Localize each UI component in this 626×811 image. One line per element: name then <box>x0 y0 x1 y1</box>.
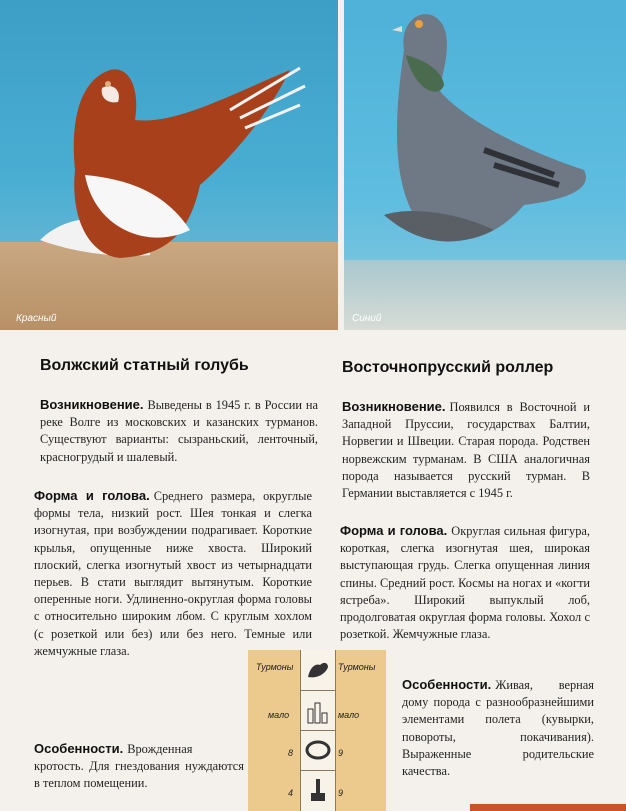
right-origin-lead: Возникновение. <box>342 399 446 414</box>
infobox-left-size: мало <box>268 710 290 720</box>
infobox-icon-column <box>300 650 336 811</box>
left-feat-text: Врожденная кротость. Для гнездования нуждаются в теплом помещении. <box>34 742 244 791</box>
right-feat-text: Живая, верная дому порода с разнообразнейшими элементами полета (кувырки, повороты, покачивания). Выраженные родительские качества. <box>402 678 594 779</box>
infobox-right-care: 9 <box>338 788 344 798</box>
left-feat-lead: Особенности. <box>34 741 124 756</box>
infobox-cell <box>301 690 335 731</box>
right-section-form <box>340 522 590 644</box>
right-section-origin <box>342 398 590 503</box>
left-form-lead: Форма и голова. <box>34 488 150 503</box>
size-bars-icon <box>304 695 332 725</box>
red-pigeon-illustration <box>0 0 338 330</box>
infobox-cell <box>301 730 335 771</box>
photo-caption-left: Красный <box>16 313 57 324</box>
infobox-right-size: мало <box>338 710 360 720</box>
right-form-lead: Форма и голова. <box>340 523 448 538</box>
infobox-left-type: Турмоны <box>256 662 294 672</box>
brush-icon <box>304 775 332 805</box>
left-form-text: Среднего размера, округлые формы тела, низкий рост. Шея тонкая и слегка изогнутая, при возбуждении подрагивает. Короткие крылья, опущенные ниже хвоста. Широкий плоский, слегка изогнутый хвост из четырнадцати перьев. В стати выглядит вытянутым. Короткие оперенные ноги. Удлиненно-округлая форма головы с относительно широким лбом. С круглым хохлом (с розеткой или без) или без него. Темные или жемчужные глаза. <box>34 489 312 658</box>
right-origin-text: Появился в Восточной и Западной Пруссии, государствах Балтии, Норвегии и Швеции. Старая порода. Родствен норвежским турманам. В США аналогичная порода называется русский турман. В Германии выставляется с 1945 г. <box>342 400 590 501</box>
photo-red-pigeon <box>0 0 338 330</box>
right-section-features <box>402 676 594 781</box>
left-section-features <box>34 740 244 794</box>
infobox-right-rating: 9 <box>338 748 344 758</box>
infobox-cell <box>301 770 335 810</box>
infobox-cell <box>301 650 335 691</box>
infobox-left-rating: 8 <box>288 748 294 758</box>
right-form-text: Округлая сильная фигура, короткая, слегка изогнутая шея, широкая выступающая грудь. Слегка опущенная линия спины. Средний рост. Космы на ногах и «когти ястреба». Широкий выпуклый лоб, продолговатая округлая форма головы. Хохол с розеткой. Жемчужные глаза. <box>340 524 590 642</box>
pigeon-icon <box>304 655 332 685</box>
left-origin-text: Выведены в 1945 г. в России на реке Волге из московских и казанских турманов. Существуют варианты: сызраньский, ленточный, красногрудый и шалевый. <box>40 398 318 464</box>
infobox-right-type: Турмоны <box>338 662 376 672</box>
left-breed-title: Волжский статный голубь <box>40 357 249 374</box>
left-origin-lead: Возникновение. <box>40 397 144 412</box>
page-footer-strip <box>470 804 626 811</box>
right-feat-lead: Особенности. <box>402 677 492 692</box>
left-section-origin <box>40 396 318 467</box>
right-breed-title: Восточнопрусский роллер <box>342 359 554 376</box>
photo-caption-right: Синий <box>352 313 382 324</box>
photo-blue-pigeon <box>344 0 626 330</box>
left-section-form <box>34 487 312 661</box>
infobox-left-care: 4 <box>288 788 294 798</box>
blue-pigeon-illustration <box>344 0 626 330</box>
breed-infobox <box>248 650 386 811</box>
ring-icon <box>304 735 332 765</box>
